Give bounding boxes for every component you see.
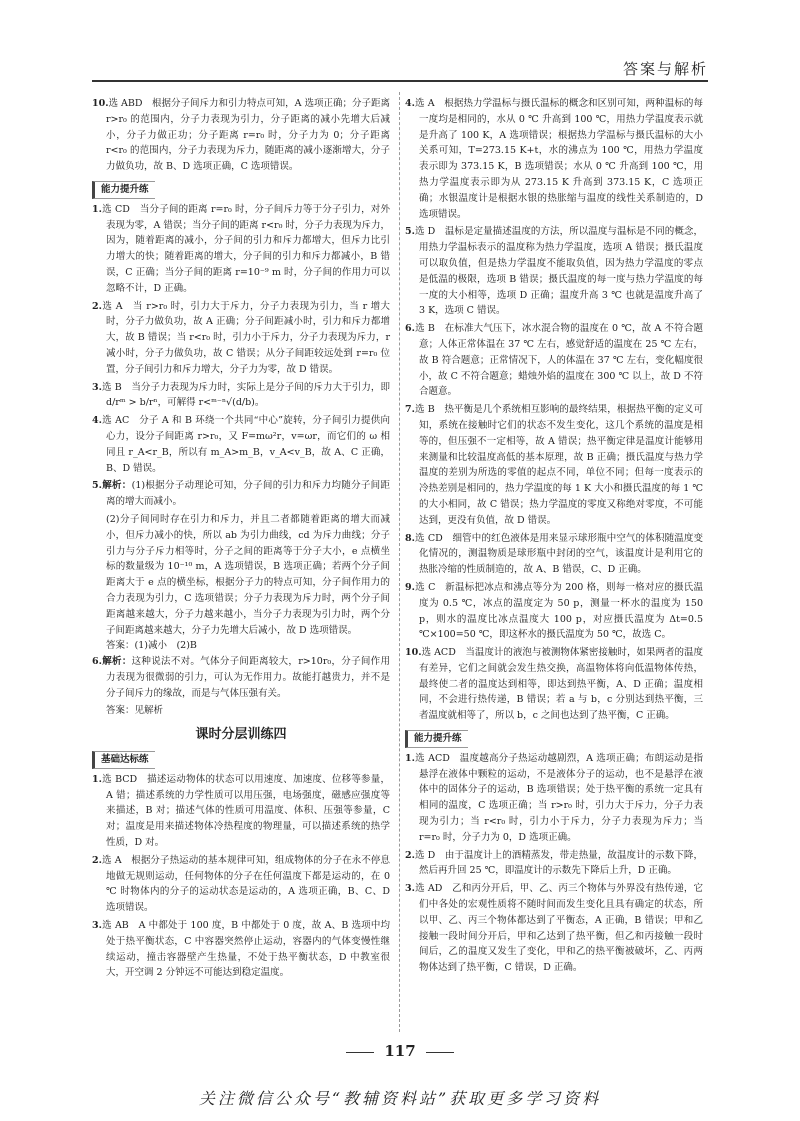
- answer-continuation: [92, 512, 390, 638]
- item-number: 3.: [405, 883, 415, 895]
- item-number: 10.: [92, 98, 109, 109]
- section-heading-wrap: [92, 177, 390, 202]
- item-text: 选 B 在标准大气压下，冰水混合物的温度在 0 ℃，故 A 不符合题意；人体正常体温在 37 ℃ 左右，感觉舒适的温度在 25 ℃ 左右，故 B 符合题意；正常情况下，人的体温在 37 ℃ 左右，变化幅度很小，故 C 不符合题意；蜡烛外焰的温度在 300 ℃ 以上，故 D 不符合题意。: [414, 323, 703, 398]
- header-rule: [92, 80, 708, 82]
- item-number: 1.: [405, 752, 415, 764]
- item-text: (2)分子间同时存在引力和斥力，并且二者都随着距离的增大而减小，但斥力减小的快，所以 ab 为引力曲线，cd 为斥力曲线；分子引力与分子斥力相等时，分子之间的距离等于分子大小，e 点横坐标的数量级为 10⁻¹⁰ m，A 选项错误，B 选项正确；若两个分子间距离大于 e 点的横坐标，根据分子力的特点可知，分子间作用力的合力表现为引力，C 选项错误；分子力表现为斥力时，两个分子间距离越来越大，分子力越来越小，当分子力表现为引力时，两个分子间距离越来越大，分子力先增大后减小，故 D 选项错误。: [106, 513, 390, 636]
- page-number-row: [0, 1042, 800, 1060]
- page-number: 117: [384, 1042, 416, 1060]
- item-number: 1.: [92, 773, 102, 785]
- answer-item: [92, 96, 390, 175]
- item-label: 解析：: [101, 656, 132, 668]
- answer-item: [92, 413, 390, 476]
- item-number: 5.: [92, 480, 102, 492]
- answer-item: [405, 580, 703, 643]
- item-text: 选 CD 细管中的红色液体是用来显示球形瓶中空气的体积随温度变化情况的，测温物质是球形瓶中封闭的空气，该温度计是利用它的热胀冷缩的性质制造的，故 A、B 错误，C、D 正确。: [414, 532, 703, 576]
- answer-item: [405, 321, 703, 400]
- item-label: 解析：: [101, 480, 132, 492]
- item-text: 见解析: [134, 705, 164, 717]
- item-text: 选 A 根据分子热运动的基本规律可知，组成物体的分子在永不停息地做无规则运动，任何物体的分子在任何温度下都是运动的，在 0 ℃ 时物体内的分子的运动状态是运动的，A 选项正确，B、C、D 选项错误。: [101, 854, 390, 914]
- item-number: 4.: [92, 415, 102, 427]
- item-text: 选 A 根据热力学温标与摄氏温标的概念和区别可知，两种温标的每一度均是相同的，水从 0 ℃ 升高到 100 ℃，用热力学温度表示就是升高了 100 K，A 选项错误；根据热力学温标与摄氏温标的大小关系可知，T=273.15 K+t，水的沸点为 100 ℃，用热力学温度表示即为 373.15 K，B 选项错误；水从 0 ℃ 升高到 100 ℃，用热力学温度表示即为从 273.15 K 升高到 373.15 K，C 选项正确；水银温度计是根据水银的热胀缩与温度的线性关系制造的，D 选项错误。: [414, 98, 703, 220]
- item-text: 选 C 新温标把冰点和沸点等分为 200 格，则每一格对应的摄氏温度为 0.5 ℃，冰点的温度定为 50 p，测量一杯水的温度为 150 p，则水的温度比冰点温度大 100 p，对应摄氏温度为 Δt=0.5 ℃×100=50 ℃，即这杯水的摄氏温度为 50 ℃，故选 C。: [414, 581, 703, 641]
- item-text: 选 AC 分子 A 和 B 环绕一个共同“中心”旋转，分子间引力提供向心力，设分子间距离 r>r₀，又 F=mω²r，v=ωr，而它们的 ω 相同且 r_A<r_B，所以有 m_A>m_B，v_A<v_B，故 A、C 正确，B、D 错误。: [101, 415, 390, 474]
- item-number: 5.: [405, 226, 415, 238]
- item-number: 2.: [92, 854, 102, 866]
- item-text: 选 ABD 根据分子间斥力和引力特点可知，A 选项正确；分子距离 r>r₀ 的范围内，分子力表现为引力，分子距离的减小先增大后减小，分子力做正功；分子距离 r=r₀ 时，分子力为 0；分子距离 r<r₀ 的范围内，分子力表现为斥力，随距离的减小逐渐增大，分子力做负功，故 B、D 选项正确，C 选项错误。: [106, 98, 390, 173]
- item-text: (1)根据分子动理论可知，分子间的引力和斥力均随分子间距离的增大而减小。: [106, 480, 390, 508]
- item-text: 选 B 当分子力表现为斥力时，实际上是分子间的斥力大于引力，即 d/rᵐ > b/rⁿ，可解得 r<ᵐ⁻ⁿ√(d/b)。: [101, 381, 390, 409]
- item-text: 选 ACD 当温度计的液泡与被测物体紧密接触时，如果两者的温度有差异，它们之间就会发生热交换，高温物体将向低温物体传热，最终使二者的温度达到相等，即达到热平衡，A、D 正确；温度相同，不会进行热传递，B 错误；若 a 与 b，c 分别达到热平衡，三者温度就相等了，所以 b，c 之间也达到了热平衡，C 正确。: [419, 647, 703, 722]
- answer-item: [405, 645, 703, 724]
- header-title: 答案与解析: [622, 60, 708, 78]
- section-heading: 基础达标练: [92, 751, 155, 769]
- answer-item: [92, 772, 390, 851]
- answer-item: [92, 853, 390, 916]
- answer-item: [92, 918, 390, 981]
- column-divider: [399, 92, 400, 1032]
- item-number: 2.: [92, 300, 102, 312]
- lesson-title: 课时分层训练四: [195, 727, 287, 743]
- answer-item: [405, 96, 703, 222]
- item-number: 9.: [405, 581, 415, 593]
- answer-item: [405, 531, 703, 578]
- item-text: 选 D 由于温度计上的酒精蒸发，带走热量，故温度计的示数下降，然后再升回 25 ℃，即温度计的示数先下降后上升，D 正确。: [414, 849, 703, 877]
- answer-item: [405, 751, 703, 846]
- item-number: 7.: [405, 404, 415, 416]
- answer-item: [92, 299, 390, 378]
- item-text: 选 AD 乙和丙分开后，甲、乙、丙三个物体与外界没有热传递，它们中各处的宏观性质将不随时间而发生变化且具有确定的状态，所以甲、乙、丙三个物体都达到了平衡态，A 正确，B 错误；甲和乙接触一段时间分开后，甲和乙达到了热平衡，但乙和丙接触一段时间后，乙的温度又发生了变化，甲和乙的热平衡被破坏，乙、丙两物体达到了热平衡，C 错误，D 正确。: [414, 883, 703, 974]
- item-number: 6.: [405, 323, 415, 335]
- answer-continuation: [92, 638, 390, 654]
- item-number: 10.: [405, 647, 422, 659]
- answer-continuation: [92, 703, 390, 719]
- item-label: 答案：: [106, 705, 135, 717]
- answer-item: [405, 881, 703, 976]
- item-number: 1.: [92, 203, 102, 215]
- section-heading: 能力提升练: [92, 181, 155, 199]
- item-text: 选 D 温标是定量描述温度的方法，所以温度与温标是不同的概念，用热力学温标表示的温度称为热力学温度，选项 A 错误；摄氏温度可以取负值，但是热力学温度不能取负值，因为热力学温度的零点是低温的极限，选项 B 错误；摄氏温度的每一度与热力学温度的每一度的大小相等，选项 D 正确；温度升高 3 ℃ 也就是温度升高了 3 K，选项 C 错误。: [414, 226, 703, 317]
- item-number: 6.: [92, 656, 102, 668]
- answer-item: [405, 402, 703, 528]
- answer-item: [92, 380, 390, 412]
- answer-item: [92, 202, 390, 297]
- page-number-dash-right: [426, 1052, 454, 1053]
- right-column: [405, 96, 703, 978]
- answer-item: [92, 654, 390, 701]
- section-heading: 能力提升练: [405, 730, 468, 748]
- item-text: 选 CD 当分子间的距离 r=r₀ 时，分子间斥力等于分子引力，对外表现为零，A 错误；当分子间的距离 r<r₀ 时，分子力表现为斥力，因为，随着距离的减小，分子间的引力和斥力都增大，但斥力比引力增大的快；随着距离的增大，分子间的引力和斥力都减小，B 错误，C 正确；当分子间的距离 r=10⁻⁹ m 时，分子间的作用力可以忽略不计，D 正确。: [101, 203, 390, 294]
- item-text: 选 AB A 中都处于 100 度，B 中都处于 0 度，故 A、B 选项中均处于热平衡状态，C 中容器突然停止运动，容器内的气体变慢性继续运动，撞击容器壁产生热量，不处于热平衡状态，D 中教室很大，开空调 2 分钟远不可能达到稳定温度。: [101, 920, 390, 979]
- answer-item: [92, 478, 390, 510]
- item-number: 2.: [405, 849, 415, 861]
- left-column: [92, 96, 390, 983]
- item-number: 3.: [92, 381, 102, 393]
- answer-item: [405, 848, 703, 880]
- item-number: 4.: [405, 98, 415, 109]
- item-label: 答案：: [106, 640, 135, 652]
- item-number: 8.: [405, 532, 415, 544]
- item-number: 3.: [92, 920, 102, 932]
- answer-item: [405, 224, 703, 319]
- item-text: 选 B 热平衡是几个系统相互影响的最终结果，根据热平衡的定义可知，系统在接触时它们的状态不发生变化，这几个系统的温度是相等的，但压强不一定相等，故 A 错误；热平衡定律是温度计能够用来测量和比较温度高低的基本原理，故 B 正确；摄氏温度与热力学温度的差别为所选的零值的起点不同，单位不同；但每一度表示的冷热差别是相同的，热力学温度的每 1 K 大小和摄氏温度的每 1 ℃ 的大小相同，故 C 错误；热力学温度的零度又称绝对零度，不可能达到，更没有负值，故 D 错误。: [414, 404, 703, 526]
- section-heading-wrap: [92, 747, 390, 772]
- item-text: 选 BCD 描述运动物体的状态可以用速度、加速度、位移等参量，A 错；描述系统的力学性质可以用压强，电场强度，磁感应强度等来描述，B 对；描述气体的性质可用温度、体积、压强等参量，C 对；温度是用来描述物体冷热程度的物理量，可以描述系统的热学性质，D 对。: [101, 773, 390, 849]
- item-text: 选 A 当 r>r₀ 时，引力大于斥力，分子力表现为引力，当 r 增大时，分子力做负功，故 A 正确；分子间距减小时，引力和斥力都增大，故 B 错误；当 r<r₀ 时，引力小于斥力，分子力表现为斥力，r 减小时，分子力做负功，故 C 错误；从分子间距较远处到 r=r₀ 位置，分子间引力和斥力增大，分子力为零，故 D 错误。: [101, 300, 390, 375]
- section-heading-wrap: [405, 726, 703, 751]
- page-number-dash-left: [346, 1052, 374, 1053]
- item-text: (1)减小 (2)B: [134, 640, 197, 652]
- item-text: 这种说法不对。气体分子间距离较大，r>10r₀，分子间作用力表现为很微弱的引力，可认为无作用力。故能打越贵力，并不是分子间斥力的缘故，而是与气体压强有关。: [106, 656, 390, 699]
- item-text: 选 ACD 温度越高分子热运动越剧烈，A 选项正确；布朗运动是指悬浮在液体中颗粒的运动，不是液体分子的运动，也不是悬浮在液体中的固体分子的运动，B 选项错误；处于热平衡的系统一定具有相同的温度，C 选项正确；当 r>r₀ 时，引力大于斥力，分子力表现为引力；当 r<r₀ 时，引力小于斥力，分子力表现为斥力；当 r=r₀ 时，分子力为 0，D 选项正确。: [414, 752, 703, 843]
- footer-note: 关注微信公众号“教辅资料站”获取更多学习资料: [198, 1089, 602, 1108]
